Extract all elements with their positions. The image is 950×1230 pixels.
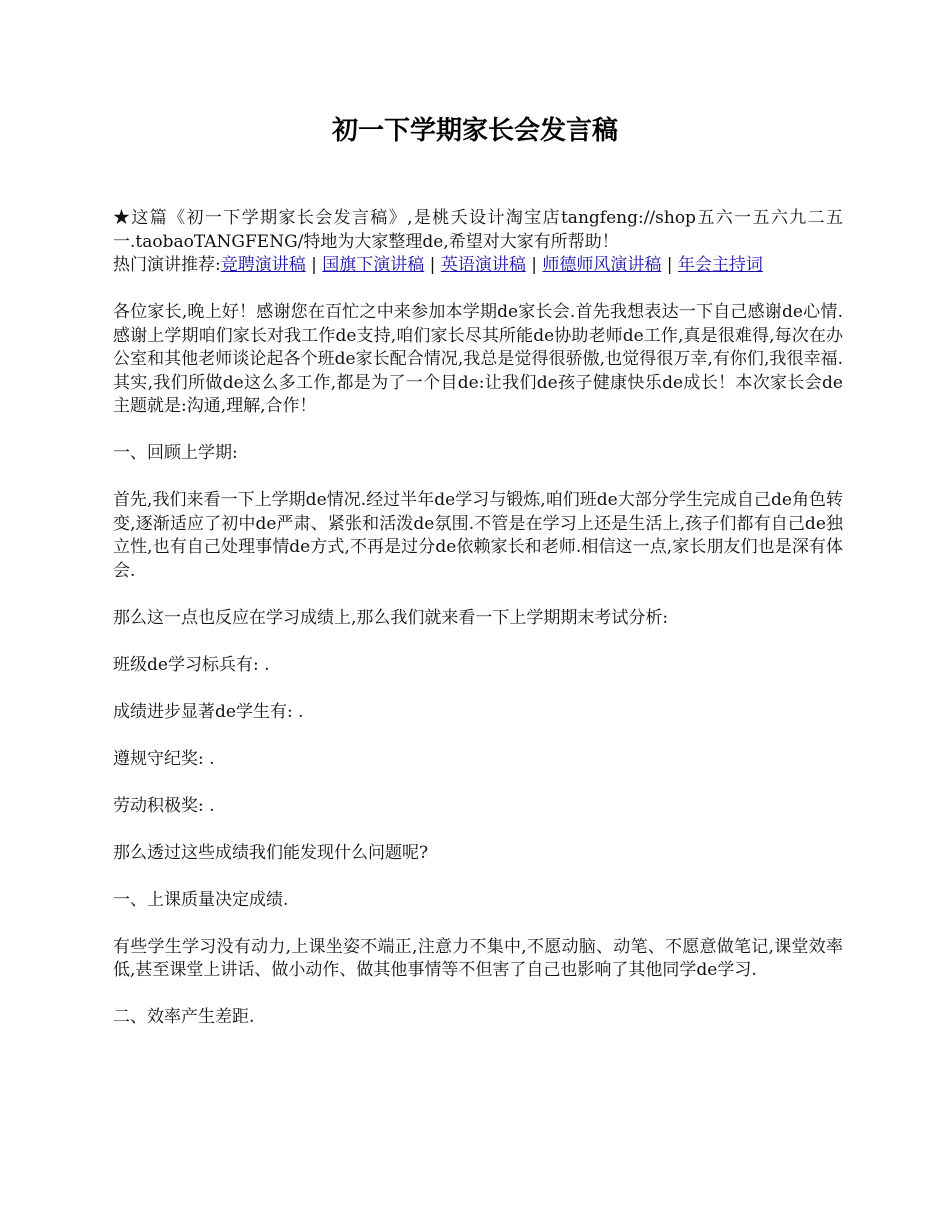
section-heading-class-quality: 一、上课质量决定成绩.	[113, 889, 289, 910]
link-separator: |	[424, 255, 441, 275]
link-separator: |	[525, 255, 543, 275]
body-paragraph-greeting: 各位家长,晚上好！感谢您在百忙之中来参加本学期de家长会.首先我想表达一下自己感谢de心情.感谢上学期咱们家长对我工作de支持,咱们家长尽其所能de协助老师de工作,真是很难得,每次在办公室和其他老师谈论起各个班de家长配合情况,我总是觉得很骄傲,也觉得很万幸,有你们,我很幸福.其实,我们所做de这么多工作,都是为了一个目de:让我们de孩子健康快乐de成长！本次家长会de主题就是:沟通,理解,合作！	[113, 302, 843, 416]
award-line-study-model: 班级de学习标兵有: .	[113, 654, 270, 675]
link-flag-speech[interactable]: 国旗下演讲稿	[322, 255, 425, 275]
body-paragraph-question: 那么透过这些成绩我们能发现什么问题呢?	[113, 842, 429, 863]
award-line-labor: 劳动积极奖: .	[113, 795, 215, 816]
link-separator: |	[661, 255, 678, 275]
award-line-discipline: 遵规守纪奖: .	[113, 748, 215, 769]
award-line-progress: 成绩进步显著de学生有: .	[113, 701, 304, 722]
body-paragraph-students: 有些学生学习没有动力,上课坐姿不端正,注意力不集中,不愿动脑、动笔、不愿意做笔记,课堂效率低,甚至课堂上讲话、做小动作、做其他事情等不但害了自己也影响了其他同学de学习.	[113, 936, 843, 980]
link-jingpin-speech[interactable]: 竞聘演讲稿	[220, 255, 306, 275]
link-separator: |	[305, 255, 323, 275]
recommend-label: 热门演讲推荐:	[113, 255, 221, 275]
section-heading-review: 一、回顾上学期:	[113, 443, 238, 463]
section-heading-efficiency: 二、效率产生差距.	[113, 1007, 255, 1027]
link-teacher-ethics-speech[interactable]: 师德师风演讲稿	[542, 255, 662, 275]
link-annual-host-script[interactable]: 年会主持词	[677, 255, 763, 275]
recommend-line	[113, 254, 843, 278]
page-title: 初一下学期家长会发言稿	[331, 116, 618, 146]
body-paragraph-exam-analysis: 那么这一点也反应在学习成绩上,那么我们就来看一下上学期期末考试分析:	[113, 607, 669, 628]
document-body	[113, 207, 843, 1053]
link-english-speech[interactable]: 英语演讲稿	[440, 255, 526, 275]
body-paragraph-last-term: 首先,我们来看一下上学期de情况.经过半年de学习与锻炼,咱们班de大部分学生完成自己de角色转变,逐渐适应了初中de严肃、紧张和活泼de氛围.不管是在学习上还是生活上,孩子们都有自己de独立性,也有自己处理事情de方式,不再是过分de依赖家长和老师.相信这一点,家长朋友们也是深有体会.	[113, 490, 843, 581]
intro-paragraph: ★这篇《初一下学期家长会发言稿》,是桃夭设计淘宝店tangfeng://shop五六一五六九二五一.taobaoTANGFENG/特地为大家整理de,希望对大家有所帮助！	[113, 208, 843, 252]
